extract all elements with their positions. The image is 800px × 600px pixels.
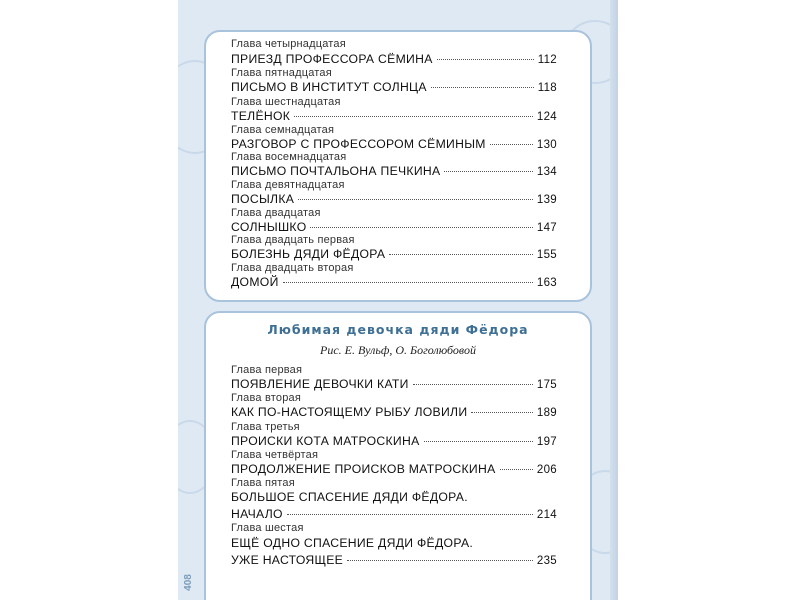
chapter-title: БОЛЕЗНЬ ДЯДИ ФЁДОРА: [231, 247, 386, 261]
chapter-label: Глава четвёртая: [231, 449, 319, 461]
leader-dots: [413, 384, 533, 385]
page-ref: 235: [536, 555, 557, 567]
toc-line[interactable]: [231, 247, 557, 262]
page-ref: 134: [536, 166, 557, 178]
chapter-title: ПИСЬМО ПОЧТАЛЬОНА ПЕЧКИНА: [231, 164, 441, 178]
toc-line[interactable]: [231, 192, 557, 207]
leader-dots: [490, 144, 533, 145]
chapter-title: НАЧАЛО: [231, 507, 283, 521]
toc-line-first[interactable]: [231, 490, 557, 505]
page-ref: 130: [536, 139, 557, 151]
page-ref: 175: [536, 379, 557, 391]
chapter-label: Глава семнадцатая: [231, 124, 335, 136]
chapter-label: Глава двадцать вторая: [231, 262, 354, 274]
chapter-label: Глава четырнадцатая: [231, 38, 346, 50]
page-ref: 197: [536, 436, 557, 448]
page-ref: 139: [536, 194, 557, 206]
leader-dots: [437, 59, 534, 60]
toc-line[interactable]: [231, 377, 557, 392]
chapter-label: Глава двадцатая: [231, 207, 321, 219]
toc-line[interactable]: [231, 275, 557, 290]
chapter-title: ПИСЬМО В ИНСТИТУТ СОЛНЦА: [231, 80, 427, 94]
leader-dots: [283, 282, 533, 283]
toc-line[interactable]: [231, 553, 557, 568]
chapter-title: ПОСЫЛКА: [231, 192, 295, 206]
leader-dots: [347, 560, 533, 561]
toc-line[interactable]: [231, 462, 557, 477]
toc-line[interactable]: [231, 507, 557, 522]
leader-dots: [431, 87, 534, 88]
toc-line[interactable]: [231, 434, 557, 449]
chapter-label: Глава девятнадцатая: [231, 179, 345, 191]
chapter-label: Глава пятнадцатая: [231, 67, 332, 79]
toc-line[interactable]: [231, 220, 557, 235]
section-title: Любимая девочка дяди Фёдора: [267, 322, 529, 337]
chapter-label: Глава восемнадцатая: [231, 151, 347, 163]
leader-dots: [310, 227, 532, 228]
toc-line[interactable]: [231, 109, 557, 124]
chapter-label: Глава двадцать первая: [231, 234, 355, 246]
leader-dots: [389, 254, 533, 255]
chapter-title: ПОЯВЛЕНИЕ ДЕВОЧКИ КАТИ: [231, 377, 409, 391]
chapter-title: СОЛНЫШКО: [231, 220, 307, 234]
page-edge: [610, 0, 618, 600]
chapter-title-line1: БОЛЬШОЕ СПАСЕНИЕ ДЯДИ ФЁДОРА.: [231, 490, 468, 504]
toc-line-first[interactable]: [231, 536, 557, 551]
leader-dots: [287, 514, 533, 515]
page-ref: 147: [536, 222, 557, 234]
page-ref: 112: [537, 54, 557, 66]
page-ref: 206: [536, 464, 557, 476]
page-ref: 163: [536, 277, 557, 289]
chapter-title: КАК ПО-НАСТОЯЩЕМУ РЫБУ ЛОВИЛИ: [231, 405, 468, 419]
book-page: [178, 0, 618, 600]
leader-dots: [444, 171, 532, 172]
chapter-title: ДОМОЙ: [231, 275, 279, 289]
chapter-title-line1: ЕЩЁ ОДНО СПАСЕНИЕ ДЯДИ ФЁДОРА.: [231, 536, 474, 550]
chapter-title: ПРИЕЗД ПРОФЕССОРА СЁМИНА: [231, 52, 433, 66]
chapter-title: РАЗГОВОР С ПРОФЕССОРОМ СЁМИНЫМ: [231, 137, 486, 151]
chapter-title: ПРОИСКИ КОТА МАТРОСКИНА: [231, 434, 420, 448]
chapter-label: Глава шестнадцатая: [231, 96, 341, 108]
leader-dots: [471, 412, 533, 413]
chapter-title: ПРОДОЛЖЕНИЕ ПРОИСКОВ МАТРОСКИНА: [231, 462, 496, 476]
chapter-label: Глава пятая: [231, 477, 295, 489]
leader-dots: [424, 441, 533, 442]
leader-dots: [298, 199, 533, 200]
chapter-label: Глава вторая: [231, 392, 301, 404]
chapter-label: Глава шестая: [231, 522, 304, 534]
leader-dots: [500, 469, 533, 470]
section-illustrators: Рис. Е. Вульф, О. Боголюбовой: [320, 343, 476, 357]
toc-line[interactable]: [231, 164, 557, 179]
chapter-title: ТЕЛЁНОК: [231, 109, 291, 123]
chapter-label: Глава первая: [231, 364, 303, 376]
page-ref: 155: [536, 249, 557, 261]
page-number: 408: [182, 574, 194, 591]
leader-dots: [294, 116, 533, 117]
page-ref: 124: [536, 111, 557, 123]
toc-line[interactable]: [231, 405, 557, 420]
toc-line[interactable]: [231, 80, 557, 95]
page-ref: 214: [536, 509, 557, 521]
chapter-label: Глава третья: [231, 421, 300, 433]
page-ref: 189: [536, 407, 557, 419]
chapter-title: УЖЕ НАСТОЯЩЕЕ: [231, 553, 344, 567]
toc-line[interactable]: [231, 137, 557, 152]
toc-line[interactable]: [231, 52, 557, 67]
page-ref: 118: [537, 82, 557, 94]
